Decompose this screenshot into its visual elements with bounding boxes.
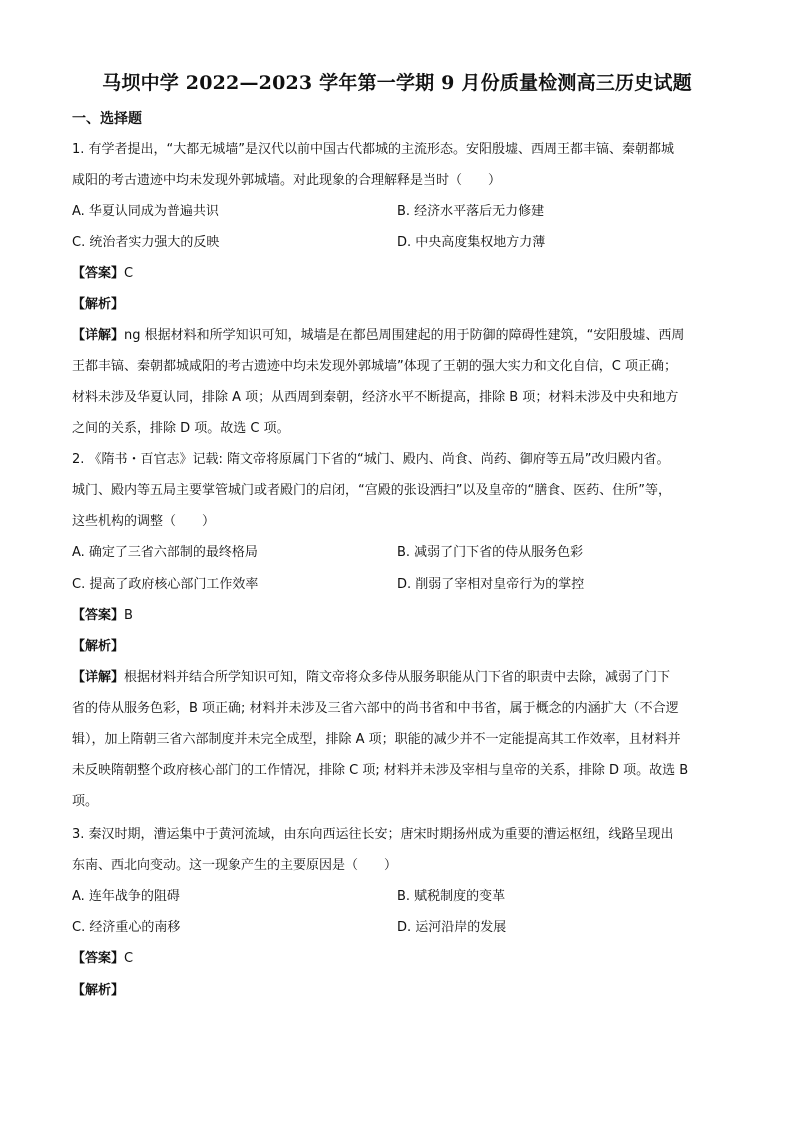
question-3-option-b: B. 赋税制度的变革	[397, 889, 506, 904]
question-1-option-d: D. 中央高度集权地方力薄	[397, 235, 546, 250]
question-2-answer: 【答案】B	[72, 608, 133, 623]
question-1-option-c: C. 统治者实力强大的反映	[72, 235, 220, 250]
question-1-answer	[72, 264, 732, 284]
question-2-option-b: B. 减弱了门下省的侍从服务色彩	[397, 545, 584, 560]
section-title: 一、选择题	[72, 111, 142, 127]
question-1-stem-line-1: 1. 有学者提出，“大都无城墙”是汉代以前中国古代都城的主流形态。安阳殷墟、西周王都丰镐、秦朝都城	[72, 142, 675, 157]
question-3-option-a: A. 连年战争的阻碍	[72, 889, 180, 904]
question-1-option-a: A. 华夏认同成为普遍共识	[72, 204, 219, 219]
question-1-option-b: B. 经济水平落后无力修建	[397, 204, 545, 219]
question-2-stem-line-2: 城门、殿内等五局主要掌管城门或者殿门的启闭，“宫殿的张设洒扫”以及皇帝的“膳食、医药、住所”等，	[72, 483, 671, 498]
question-1-detail-line-4: 之间的关系，排除 D 项。故选 C 项。	[72, 421, 290, 436]
question-2-detail-line-5: 项。	[72, 794, 99, 809]
answer-value: B	[124, 608, 133, 623]
question-1-detail-line-1: 【详解】ng 根据材料和所学知识可知，城墙是在都邑周围建起的用于防御的障碍性建筑，“安阳殷墟、西周	[72, 328, 685, 343]
question-3-option-c: C. 经济重心的南移	[72, 920, 181, 935]
question-2-detail-line-4: 未反映隋朝整个政府核心部门的工作情况，排除 C 项; 材料并未涉及宰相与皇帝的关系，排除 D 项。故选 B	[72, 763, 689, 778]
question-3-analysis-label: 【解析】	[72, 983, 125, 998]
question-3-stem-line-2: 东南、西北向变动。这一现象产生的主要原因是（ ）	[72, 858, 398, 873]
question-1-detail-line-3: 材料未涉及华夏认同，排除 A 项；从西周到秦朝，经济水平不断提高，排除 B 项；材料未涉及中央和地方	[72, 390, 679, 405]
question-2-option-a: A. 确定了三省六部制的最终格局	[72, 545, 258, 560]
answer-value: C	[124, 266, 134, 281]
question-2-detail-line-1: 【详解】根据材料并结合所学知识可知，隋文帝将众多侍从服务职能从门下省的职责中去除，减弱了门下	[72, 670, 671, 685]
answer-label: 【答案】	[72, 266, 125, 281]
question-3-stem-line-1: 3. 秦汉时期，漕运集中于黄河流域，由东向西运往长安；唐宋时期扬州成为重要的漕运枢纽，线路呈现出	[72, 827, 674, 842]
question-1-stem-line-2: 咸阳的考古遗迹中均未发现外郭城墙。对此现象的合理解释是当时（ ）	[72, 173, 502, 188]
question-2-detail-line-3: 辑），加上隋朝三省六部制度并未完全成型，排除 A 项；职能的减少并不一定能提高其工作效率，且材料并	[72, 732, 681, 747]
question-2-option-d: D. 削弱了宰相对皇帝行为的掌控	[397, 577, 585, 592]
question-2-analysis-label: 【解析】	[72, 639, 125, 654]
question-2-option-c: C. 提高了政府核心部门工作效率	[72, 577, 259, 592]
question-3-answer: 【答案】C	[72, 951, 134, 966]
answer-value: C	[124, 951, 134, 966]
question-2-stem-line-3: 这些机构的调整（ ）	[72, 514, 216, 529]
question-2-stem-line-1: 2. 《隋书・百官志》记载: 隋文帝将原属门下省的“城门、殿内、尚食、尚药、御府等五局”改归殿内省。	[72, 452, 670, 467]
question-2-detail-line-2: 省的侍从服务色彩，B 项正确; 材料并未涉及三省六部中的尚书省和中书省，属于概念的内涵扩大（不合逻	[72, 701, 679, 716]
detail-label: 【详解】	[72, 328, 125, 343]
page-title: 马坝中学 2022—2023 学年第一学期 9 月份质量检测高三历史试题	[102, 72, 692, 94]
question-1-analysis-label: 【解析】	[72, 297, 125, 312]
question-3-option-d: D. 运河沿岸的发展	[397, 920, 507, 935]
question-1-detail-line-2: 王都丰镐、秦朝都城咸阳的考古遗迹中均未发现外郭城墙”体现了王朝的强大实力和文化自信，C 项正确；	[72, 359, 677, 374]
